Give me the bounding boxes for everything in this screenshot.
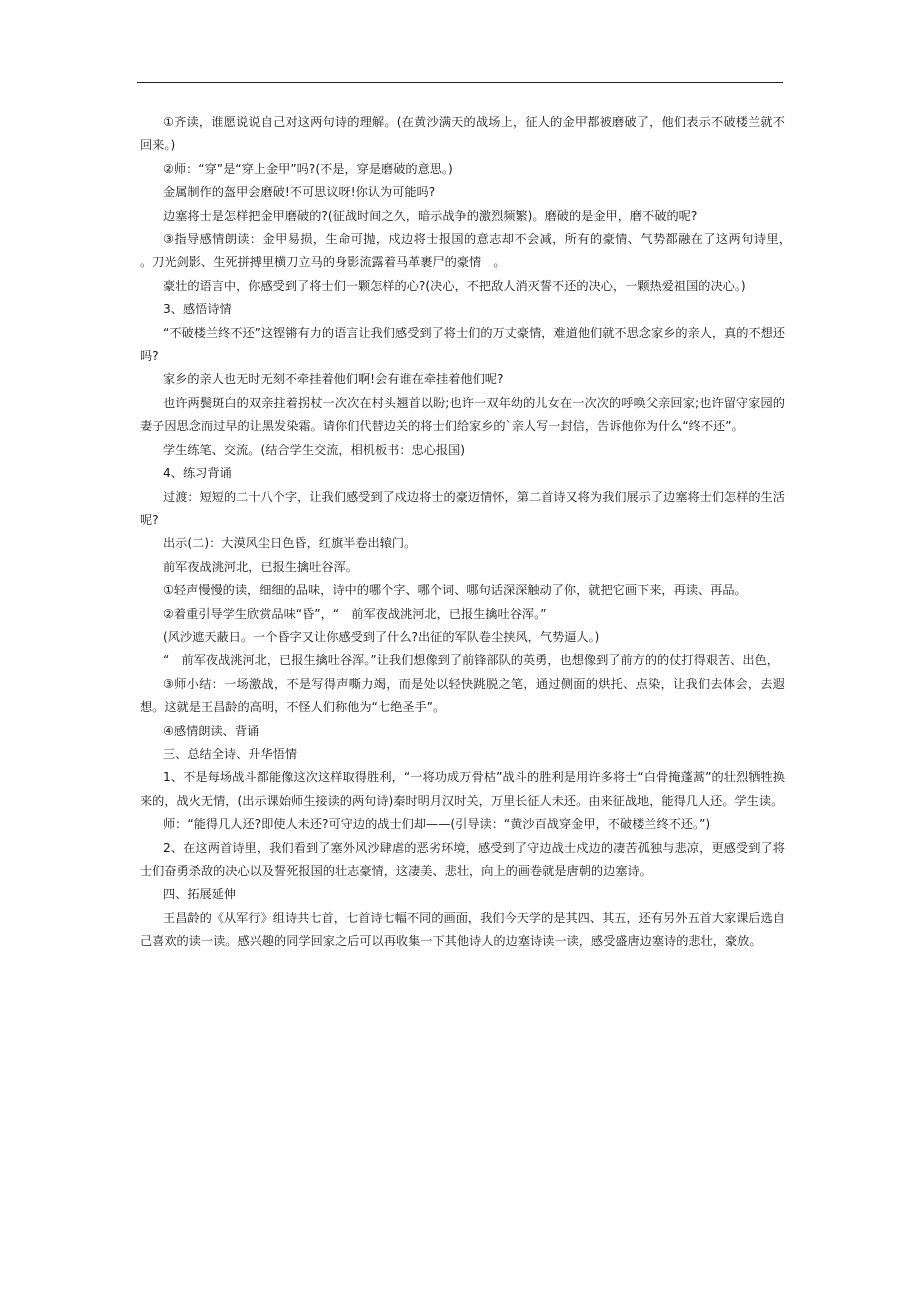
paragraph: ③师小结：一场激战，不是写得声嘶力竭，而是处以轻快跳脱之笔，通过侧面的烘托、点染，让我们去体会，去遐想。这就是王昌龄的高明，不怪人们称他为“七绝圣手”。: [140, 676, 785, 715]
document-body: [140, 111, 798, 954]
paragraph: 师：“能得几人还?即使人未还?可守边的战士们却——(引导读：“黄沙百战穿金甲，不破楼兰终不还。”): [163, 817, 711, 832]
paragraph: 前军夜战洮河北，已报生擒吐谷浑。: [163, 559, 358, 574]
paragraph: 边塞将士是怎样把金甲磨破的?(征战时间之久，暗示战争的激烈频繁)。磨破的是金甲，磨不破的呢?: [163, 208, 698, 223]
paragraph: 2、在这两首诗里，我们看到了塞外风沙肆虐的恶劣环境，感受到了守边战士戍边的凄苦孤独与悲凉，更感受到了将士们奋勇杀敌的决心以及誓死报国的壮志豪情，这凄美、悲壮，向上的画卷就是唐朝的边塞诗。: [140, 840, 785, 878]
paragraph: 出示(二)：大漠风尘日色昏，红旗半卷出辕门。: [163, 536, 417, 551]
paragraph: 也许两鬓斑白的双亲拄着拐杖一次次在村头翘首以盼;也许一双年幼的儿女在一次次的呼唤父亲回家;也许留守家园的妻子因思念而过早的让黑发染霜。请你们代替边关的将士们给家乡的`亲人写一封信，告诉他你为什么“终不还”。: [140, 395, 785, 434]
paragraph: 过渡：短短的二十八个字，让我们感受到了戍边将士的豪迈情怀，第二首诗又将为我们展示了边塞将士们怎样的生活呢?: [140, 489, 785, 527]
paragraph: ①齐读，谁愿说说自己对这两句诗的理解。(在黄沙满天的战场上，征人的金甲都被磨破了，他们表示不破楼兰就不回来。): [140, 115, 785, 153]
paragraph: 豪壮的语言中，你感受到了将士们一颗怎样的心?(决心，不把敌人消灭誓不还的决心，一颗热爱祖国的决心。): [163, 278, 746, 293]
paragraph: ④感情朗读、背诵: [163, 723, 260, 738]
paragraph: “ 前军夜战洮河北，已报生擒吐谷浑。”让我们想像到了前锋部队的英勇，也想像到了前方的的仗打得艰苦、出色，: [163, 653, 779, 668]
paragraph: 学生练笔、交流。(结合学生交流，相机板书：忠心报国): [163, 442, 466, 457]
paragraph: 王昌龄的《从军行》组诗共七首，七首诗七幅不同的画面，我们今天学的是其四、其五，还有另外五首大家课后选自己喜欢的读一读。感兴趣的同学回家之后可以再收集一下其他诗人的边塞诗读一读，感受盛唐边塞诗的悲壮，豪放。: [140, 910, 785, 949]
paragraph: ②着重引导学生欣赏品味“昏”，“ 前军夜战洮河北，已报生擒吐谷浑。”: [163, 606, 547, 621]
paragraph: “不破楼兰终不还”这铿锵有力的语言让我们感受到了将士们的万丈豪情，难道他们就不思念家乡的亲人，真的不想还吗?: [140, 325, 786, 364]
paragraph: ①轻声慢慢的读，细细的品味，诗中的哪个字、哪个词、哪句话深深触动了你，就把它画下来，再读、再品。: [163, 583, 747, 598]
paragraph: ③指导感情朗读：金甲易损，生命可抛，戍边将士报国的意志却不会减，所有的豪情、气势都融在了这两句诗里， 。刀光剑影、生死拼搏里横刀立马的身影流露着马革裹尸的豪情 。: [140, 232, 798, 270]
paragraph: (风沙遮天蔽日。一个昏字又让你感受到了什么?出征的军队卷尘挟风，气势逼人。): [163, 629, 600, 644]
paragraph: 金属制作的盔甲会磨破!不可思议呀!你认为可能吗?: [163, 185, 436, 200]
paragraph: 家乡的亲人也无时无刻不牵挂着他们啊!会有谁在牵挂着他们呢?: [163, 372, 504, 387]
section-heading: 3、感悟诗情: [163, 302, 232, 317]
section-heading: 四、拓展延伸: [163, 887, 237, 902]
paragraph: 1、不是每场战斗都能像这次这样取得胜利，“一将功成万骨枯”战斗的胜利是用许多将士“白骨掩蓬蒿”的壮烈牺牲换来的，战火无情，(出示课始师生接读的两句诗)秦时明月汉时关，万里长征人未还。由来征战地，能得几人还。学生读。: [140, 770, 785, 808]
section-heading: 三、总结全诗、升华悟情: [163, 746, 298, 761]
section-heading: 4、练习背诵: [163, 466, 232, 481]
paragraph: ②师：“穿”是“穿上金甲”吗?(不是，穿是磨破的意思。): [163, 161, 453, 176]
header-rule: [137, 82, 783, 83]
